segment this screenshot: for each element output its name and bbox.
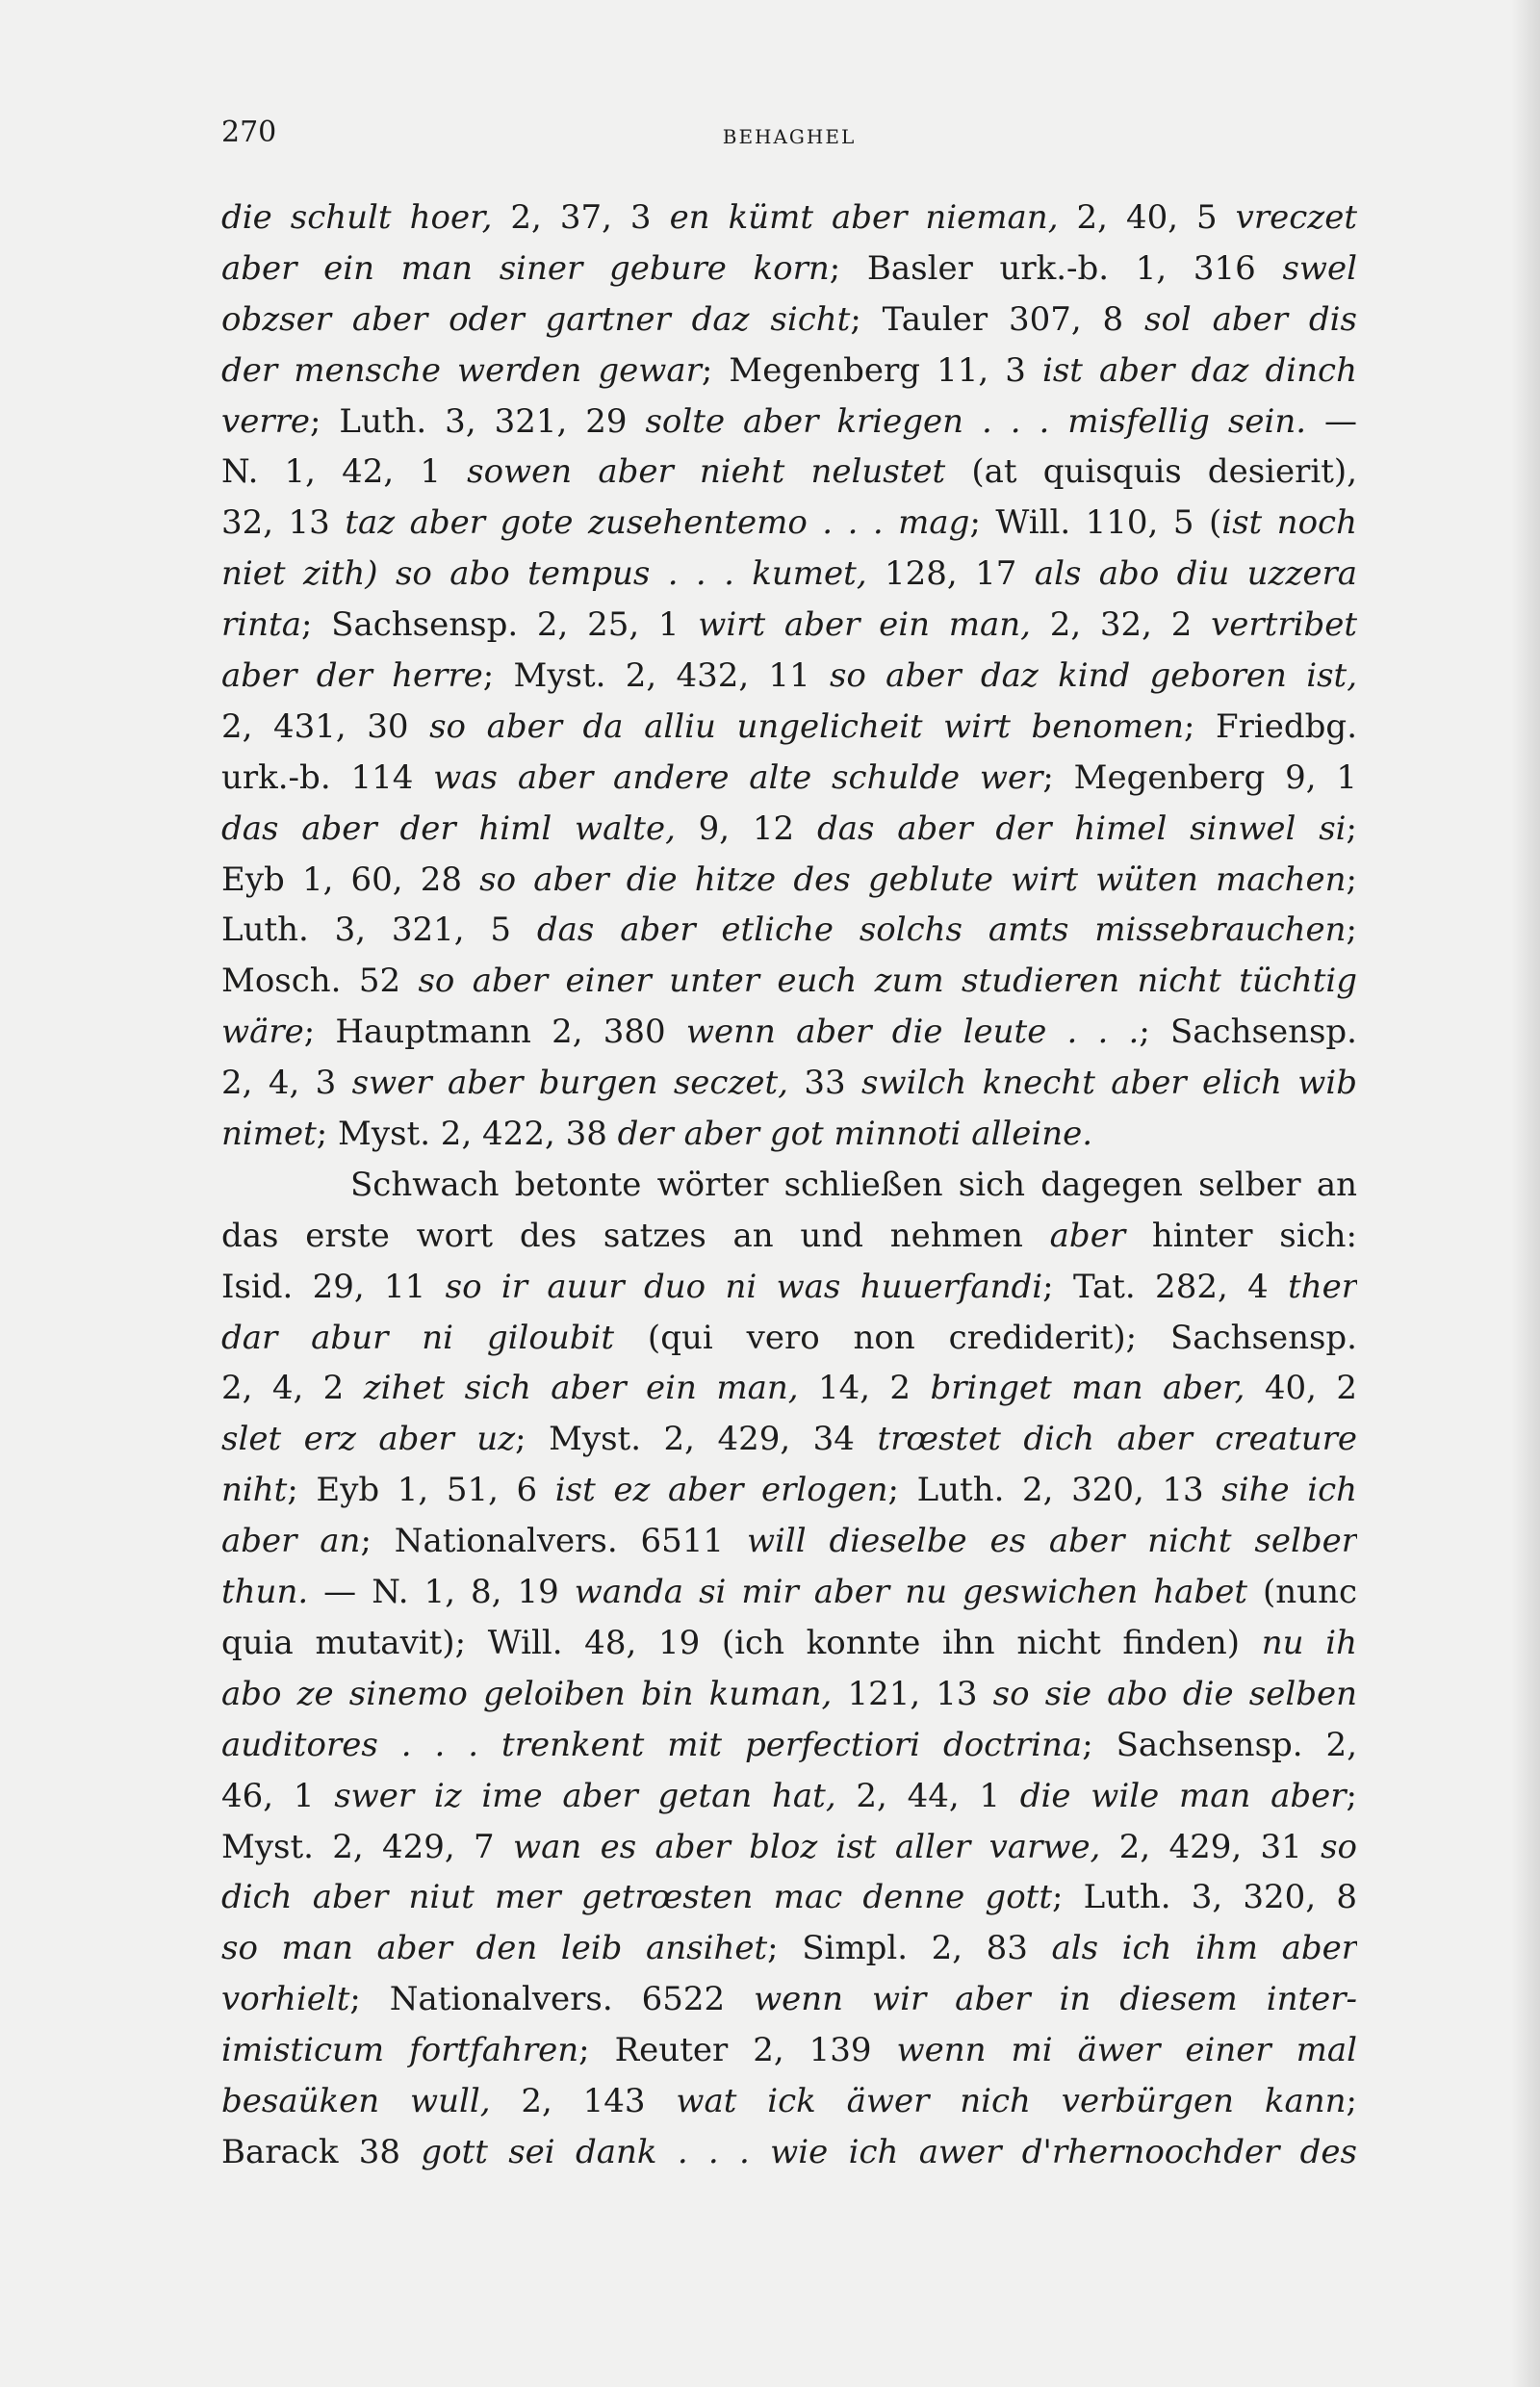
italic-run: so aber da alliu ungelicheit wirt benomen <box>429 706 1185 746</box>
italic-run: vorhielt <box>221 1980 350 2019</box>
text-line <box>221 1618 1357 1669</box>
roman-run: 2, 4, 3 <box>221 1064 352 1103</box>
roman-run: ; <box>1346 2081 1357 2120</box>
italic-run: die wile man aber <box>1019 1776 1347 1815</box>
italic-run: nimet <box>221 1115 317 1154</box>
italic-run: auditores . . . trenkent mit perfectiori doctrina <box>221 1725 1083 1764</box>
italic-run: so aber einer unter euch zum studieren nicht tüchtig <box>418 962 1357 1001</box>
text-line <box>221 804 1357 855</box>
page-edge-shadow <box>1511 0 1540 2387</box>
roman-run: ; Sachsensp. 2, 25, 1 <box>300 605 699 645</box>
roman-run: ; <box>1346 911 1357 950</box>
italic-run: wenn wir aber in diesem inter- <box>754 1980 1357 2019</box>
text-line <box>221 2025 1357 2076</box>
text-line <box>221 295 1357 346</box>
roman-run: — N. 1, 8, 19 <box>308 1573 575 1612</box>
page-header <box>221 116 1357 160</box>
text-line <box>221 1669 1357 1720</box>
roman-run: 2, 431, 30 <box>221 706 430 746</box>
text-line <box>221 1414 1357 1465</box>
roman-run: ; Luth. 2, 320, 13 <box>887 1471 1222 1510</box>
roman-run: ; Friedbg. <box>1184 706 1357 746</box>
roman-run: ; Tauler 307, 8 <box>850 299 1144 339</box>
roman-run: ; Sachsensp. <box>1139 1013 1357 1052</box>
text-line <box>221 2127 1357 2178</box>
page-number: 270 <box>221 116 277 149</box>
roman-run: 2, 4, 2 <box>221 1369 364 1408</box>
roman-run: urk.-b. 114 <box>221 757 434 797</box>
italic-run: ist aber daz dinch <box>1041 350 1357 390</box>
roman-run: ; Will. 110, 5 ( <box>969 503 1222 543</box>
text-line <box>221 651 1357 702</box>
italic-run: zihet sich aber ein man, <box>363 1369 799 1408</box>
italic-run: bringet man aber, <box>930 1369 1245 1408</box>
roman-run: 14, 2 <box>798 1369 931 1408</box>
text-line <box>221 2076 1357 2127</box>
italic-run: die schult hoer, <box>221 198 493 237</box>
roman-run: Schwach betonte wörter schließen sich dagegen selber an <box>350 1165 1357 1204</box>
text-line <box>221 1160 1357 1211</box>
italic-run: der mensche werden gewar <box>221 350 702 390</box>
italic-run: niet zith) so abo tempus . . . kumet, <box>221 554 867 594</box>
text-line <box>221 1822 1357 1873</box>
text-line <box>221 753 1357 804</box>
roman-run: (at quisquis desierit), <box>945 452 1357 492</box>
roman-run: ; <box>1346 860 1357 899</box>
italic-run: nu ih <box>1261 1623 1357 1662</box>
roman-run: ; <box>1346 1776 1357 1815</box>
italic-run: aber der herre <box>221 656 483 696</box>
roman-run: ; Luth. 3, 320, 8 <box>1052 1878 1357 1917</box>
italic-run: verre <box>221 401 310 441</box>
roman-run: (qui vero non crediderit); Sachsensp. <box>614 1318 1357 1357</box>
roman-run: 2, 143 <box>490 2081 677 2120</box>
italic-run: das aber etliche solchs amts missebrauchen <box>536 911 1347 950</box>
italic-run: slet erz aber uz <box>221 1420 516 1459</box>
roman-run: Luth. 3, 321, 5 <box>221 911 537 950</box>
italic-run: wirt aber ein man, <box>698 605 1031 645</box>
italic-run: wenn aber die leute . . . <box>685 1013 1140 1052</box>
roman-run: hinter sich: <box>1125 1216 1357 1255</box>
italic-run: so aber daz kind geboren ist, <box>829 656 1357 696</box>
roman-run: 2, 44, 1 <box>835 1776 1020 1815</box>
text-line <box>221 905 1357 956</box>
text-line <box>221 600 1357 651</box>
italic-run: als ich ihm aber <box>1051 1929 1357 1968</box>
italic-run: imisticum fortfahren <box>221 2031 579 2070</box>
italic-run: sihe ich <box>1221 1471 1357 1510</box>
roman-run: 128, 17 <box>866 554 1035 594</box>
roman-run: 33 <box>787 1064 862 1103</box>
italic-run: solte aber kriegen . . . misfellig sein. <box>645 401 1307 441</box>
italic-run: aber <box>1049 1216 1126 1255</box>
text-line <box>221 498 1357 549</box>
italic-run: das aber der himl walte, <box>221 808 676 848</box>
roman-run: ; Eyb 1, 51, 6 <box>287 1471 555 1510</box>
italic-run: wenn mi äwer einer mal <box>896 2031 1357 2070</box>
italic-run: so ir auur duo ni was huuerfandi <box>445 1267 1043 1306</box>
text-line <box>221 192 1357 244</box>
italic-run: besaüken wull, <box>221 2081 491 2120</box>
italic-run: taz aber gote zusehentemo . . . mag <box>345 503 970 543</box>
roman-run: ; Tat. 282, 4 <box>1042 1267 1289 1306</box>
roman-run: ; Luth. 3, 321, 29 <box>309 401 646 441</box>
italic-run: ist noch <box>1221 503 1357 543</box>
roman-run: N. 1, 42, 1 <box>221 452 468 492</box>
italic-run: der aber got minnoti alleine. <box>617 1115 1093 1154</box>
italic-run: ther <box>1288 1267 1357 1306</box>
text-line <box>221 1465 1357 1516</box>
italic-run: vreczet <box>1235 198 1357 237</box>
italic-run: sol aber dis <box>1144 299 1357 339</box>
roman-run: ; Megenberg 9, 1 <box>1042 757 1357 797</box>
italic-run: was aber andere alte schulde wer <box>433 757 1043 797</box>
roman-run: quia mutavit); Will. 48, 19 (ich konnte ihn nicht finden) <box>221 1623 1262 1662</box>
roman-run: ; Myst. 2, 422, 38 <box>316 1115 618 1154</box>
text-line <box>221 1109 1357 1160</box>
roman-run: ; Simpl. 2, 83 <box>767 1929 1052 1968</box>
text-line <box>221 1771 1357 1822</box>
roman-run: 2, 32, 2 <box>1030 605 1212 645</box>
text-line <box>221 1872 1357 1923</box>
italic-run: sowen aber nieht nelustet <box>467 452 946 492</box>
italic-run: wanda si mir aber nu geswichen habet <box>574 1573 1247 1612</box>
text-line <box>221 1720 1357 1771</box>
roman-run: ; Hauptmann 2, 380 <box>303 1013 686 1052</box>
italic-run: wäre <box>221 1013 304 1052</box>
text-line <box>221 1262 1357 1313</box>
roman-run: 46, 1 <box>221 1776 335 1815</box>
italic-run: dich aber niut mer getrœsten mac denne gott <box>221 1878 1052 1917</box>
italic-run: wan es aber bloz ist aller varwe, <box>513 1827 1101 1866</box>
text-line <box>221 1974 1357 2025</box>
text-line <box>221 1211 1357 1262</box>
text-line <box>221 1363 1357 1414</box>
italic-run: dar abur ni giloubit <box>221 1318 615 1357</box>
roman-run: 32, 13 <box>221 503 346 543</box>
roman-run: 2, 429, 31 <box>1100 1827 1322 1866</box>
text-line <box>221 1058 1357 1109</box>
roman-run: Myst. 2, 429, 7 <box>221 1827 514 1866</box>
text-line <box>221 1516 1357 1567</box>
text-line <box>221 956 1357 1007</box>
italic-run: so <box>1321 1827 1357 1866</box>
running-head: BEHAGHEL <box>722 125 857 148</box>
italic-run: abo ze sinemo geloiben bin kuman, <box>221 1674 833 1713</box>
italic-run: das aber der himel sinwel si <box>816 808 1347 848</box>
roman-run: 9, 12 <box>675 808 817 848</box>
roman-run: Barack 38 <box>221 2132 422 2171</box>
roman-run: Mosch. 52 <box>221 962 419 1001</box>
text-line <box>221 447 1357 498</box>
italic-run: wat ick äwer nich verbürgen kann <box>676 2081 1347 2120</box>
text-line <box>221 855 1357 906</box>
roman-run: 2, 37, 3 <box>492 198 670 237</box>
italic-run: so sie abo die selben <box>992 1674 1357 1713</box>
italic-run: obzser aber oder gartner daz sicht <box>221 299 851 339</box>
text-line <box>221 346 1357 397</box>
text-line <box>221 549 1357 600</box>
text-line <box>221 1313 1357 1364</box>
body-text <box>221 192 1357 2178</box>
italic-run: swilch knecht aber elich wib <box>861 1064 1357 1103</box>
italic-run: trœstet dich aber creature <box>877 1420 1357 1459</box>
roman-run: 2, 40, 5 <box>1058 198 1236 237</box>
italic-run: ist ez aber erlogen <box>554 1471 888 1510</box>
roman-run: ; Myst. 2, 432, 11 <box>482 656 830 696</box>
roman-run: ; Nationalvers. 6511 <box>360 1522 747 1561</box>
italic-run: aber an <box>221 1522 361 1561</box>
roman-run: das erste wort des satzes an und nehmen <box>221 1216 1050 1255</box>
roman-run: — <box>1306 401 1357 441</box>
roman-run: ; Reuter 2, 139 <box>578 2031 897 2070</box>
roman-run: ; Sachsensp. 2, <box>1082 1725 1357 1764</box>
italic-run: thun. <box>221 1573 309 1612</box>
roman-run: (nunc <box>1247 1573 1357 1612</box>
italic-run: will dieselbe es aber nicht selber <box>746 1522 1357 1561</box>
italic-run: swer iz ime aber getan hat, <box>334 1776 836 1815</box>
italic-run: aber ein man siner gebure korn <box>221 248 830 288</box>
text-line <box>221 244 1357 295</box>
italic-run: rinta <box>221 605 301 645</box>
roman-run: 40, 2 <box>1245 1369 1357 1408</box>
roman-run: 121, 13 <box>832 1674 993 1713</box>
italic-run: swer aber burgen seczet, <box>351 1064 788 1103</box>
roman-run: ; Nationalvers. 6522 <box>349 1980 755 2019</box>
roman-run: ; <box>1346 808 1357 848</box>
italic-run: swel <box>1282 248 1357 288</box>
italic-run: so aber die hitze des geblute wirt wüten machen <box>479 860 1347 899</box>
italic-run: so man aber den leib ansihet <box>221 1929 768 1968</box>
roman-run: ; Megenberg 11, 3 <box>701 350 1042 390</box>
roman-run: Eyb 1, 60, 28 <box>221 860 480 899</box>
italic-run: en kümt aber nieman, <box>669 198 1059 237</box>
text-line <box>221 702 1357 753</box>
italic-run: vertribet <box>1211 605 1357 645</box>
text-line <box>221 1567 1357 1618</box>
text-line <box>221 1007 1357 1058</box>
roman-run: ; Basler urk.-b. 1, 316 <box>829 248 1283 288</box>
roman-run: Isid. 29, 11 <box>221 1267 446 1306</box>
text-line <box>221 397 1357 448</box>
roman-run: ; Myst. 2, 429, 34 <box>515 1420 878 1459</box>
italic-run: gott sei dank . . . wie ich awer d'rhernoochder des <box>421 2132 1357 2171</box>
italic-run: niht <box>221 1471 288 1510</box>
italic-run: als abo diu uzzera <box>1034 554 1357 594</box>
text-line <box>221 1923 1357 1974</box>
